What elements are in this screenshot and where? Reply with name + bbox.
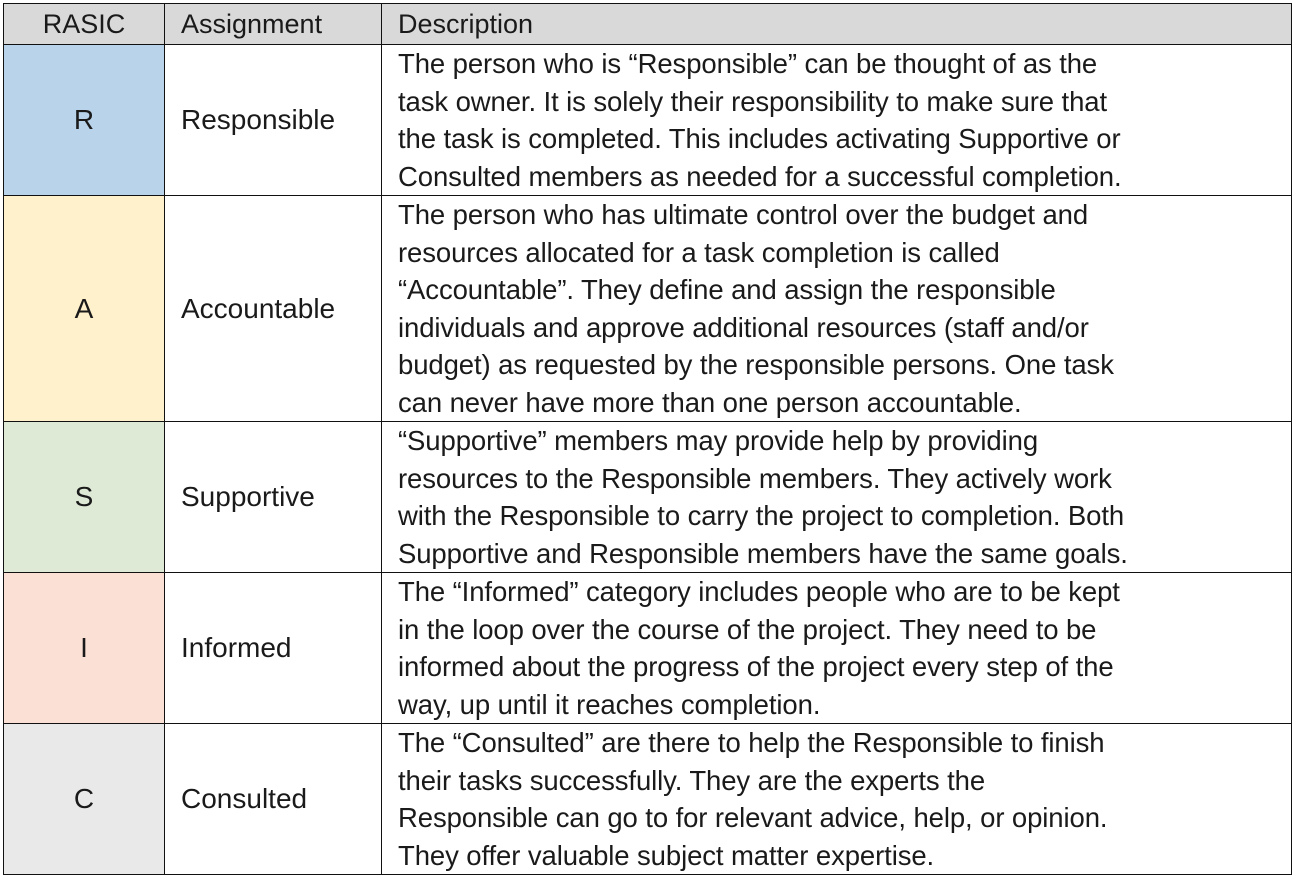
- header-rasic: RASIC: [4, 4, 165, 45]
- description-line: resources allocated for a task completion is called: [398, 236, 1000, 268]
- description-cell: [382, 573, 1292, 724]
- description-line: The “Consulted” are there to help the Responsible to finish: [398, 727, 1105, 758]
- rasic-code-cell: S: [4, 422, 165, 573]
- rasic-code-cell: R: [4, 45, 165, 196]
- description-line: way, up until it reaches completion.: [398, 688, 821, 720]
- description-line: can never have more than one person accountable.: [398, 386, 1022, 418]
- description-line: the task is completed. This includes activating Supportive or: [398, 123, 1121, 154]
- assignment-cell: Responsible: [165, 45, 382, 196]
- table-row: [4, 724, 1292, 875]
- description-line: The person who is “Responsible” can be thought of as the: [398, 48, 1098, 79]
- table-row: [4, 45, 1292, 196]
- rasic-table: [3, 3, 1292, 875]
- description-cell: [382, 724, 1292, 875]
- table-body: [4, 45, 1292, 875]
- table-row: [4, 422, 1292, 573]
- rasic-code-cell: C: [4, 724, 165, 875]
- description-line: They offer valuable subject matter expertise.: [398, 839, 935, 871]
- header-assignment: Assignment: [165, 4, 382, 45]
- rasic-code-cell: A: [4, 196, 165, 422]
- table-row: [4, 196, 1292, 422]
- header-description: Description: [382, 4, 1292, 45]
- description-line: The “Informed” category includes people who are to be kept: [398, 576, 1120, 607]
- assignment-cell: Accountable: [165, 196, 382, 422]
- description-line: Consulted members as needed for a successful completion.: [398, 160, 1122, 192]
- description-line: “Accountable”. They define and assign the responsible: [398, 274, 1056, 305]
- description-line: Responsible can go to for relevant advice, help, or opinion.: [398, 802, 1108, 833]
- assignment-cell: Consulted: [165, 724, 382, 875]
- description-line: “Supportive” members may provide help by providing: [398, 425, 1039, 456]
- description-line: in the loop over the course of the project. They need to be: [398, 613, 1097, 645]
- description-line: Supportive and Responsible members have the same goals.: [398, 537, 1128, 569]
- table-row: [4, 573, 1292, 724]
- header-row: [4, 4, 1292, 45]
- assignment-cell: Informed: [165, 573, 382, 724]
- description-cell: [382, 45, 1292, 196]
- description-line: individuals and approve additional resources (staff and/or: [398, 311, 1089, 343]
- description-cell: [382, 422, 1292, 573]
- description-line: The person who has ultimate control over the budget and: [398, 199, 1089, 230]
- rasic-code-cell: I: [4, 573, 165, 724]
- description-line: their tasks successfully. They are the experts the: [398, 764, 986, 796]
- description-line: task owner. It is solely their responsibility to make sure that: [398, 85, 1108, 117]
- assignment-cell: Supportive: [165, 422, 382, 573]
- description-line: resources to the Responsible members. They actively work: [398, 462, 1112, 494]
- description-line: budget) as requested by the responsible persons. One task: [398, 349, 1114, 380]
- description-line: with the Responsible to carry the project to completion. Both: [398, 500, 1125, 531]
- description-cell: [382, 196, 1292, 422]
- description-line: informed about the progress of the project every step of the: [398, 651, 1114, 682]
- table-header: [4, 4, 1292, 45]
